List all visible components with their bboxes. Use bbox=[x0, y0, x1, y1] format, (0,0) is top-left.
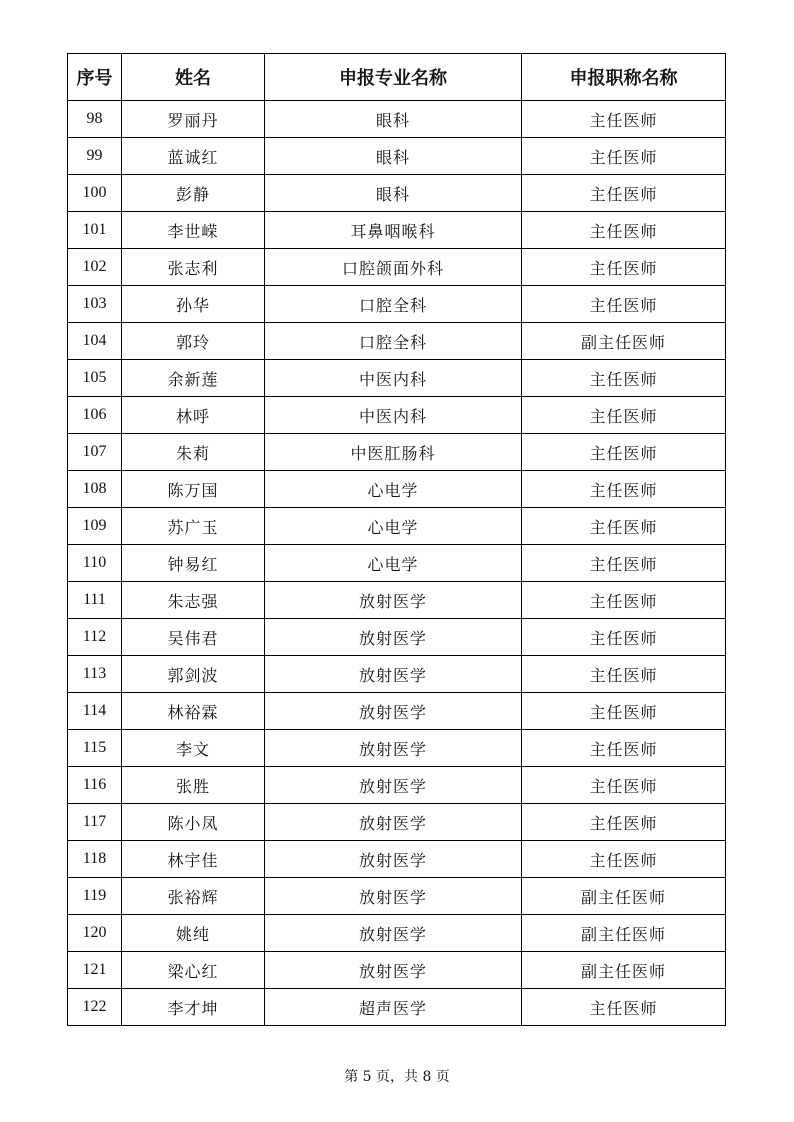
cell-index: 102 bbox=[68, 249, 122, 286]
cell-index: 107 bbox=[68, 434, 122, 471]
cell-specialty: 放射医学 bbox=[265, 619, 522, 656]
cell-title: 主任医师 bbox=[522, 693, 726, 730]
cell-index: 109 bbox=[68, 508, 122, 545]
table-row bbox=[68, 175, 726, 212]
header-specialty: 申报专业名称 bbox=[265, 54, 522, 101]
cell-title: 主任医师 bbox=[522, 508, 726, 545]
cell-name: 朱莉 bbox=[122, 434, 265, 471]
cell-name: 郭剑波 bbox=[122, 656, 265, 693]
cell-name: 李文 bbox=[122, 730, 265, 767]
cell-name: 彭静 bbox=[122, 175, 265, 212]
cell-name: 张胜 bbox=[122, 767, 265, 804]
table-row bbox=[68, 434, 726, 471]
cell-index: 118 bbox=[68, 841, 122, 878]
document-sheet bbox=[67, 53, 725, 1026]
cell-specialty: 口腔全科 bbox=[265, 286, 522, 323]
table-row bbox=[68, 952, 726, 989]
cell-name: 余新莲 bbox=[122, 360, 265, 397]
cell-index: 115 bbox=[68, 730, 122, 767]
cell-index: 98 bbox=[68, 101, 122, 138]
cell-specialty: 放射医学 bbox=[265, 693, 522, 730]
table-row bbox=[68, 767, 726, 804]
cell-index: 116 bbox=[68, 767, 122, 804]
table-row bbox=[68, 804, 726, 841]
page-footer: 第 5 页，共 8 页 bbox=[344, 1069, 450, 1085]
cell-title: 主任医师 bbox=[522, 397, 726, 434]
cell-index: 113 bbox=[68, 656, 122, 693]
cell-index: 112 bbox=[68, 619, 122, 656]
cell-title: 副主任医师 bbox=[522, 323, 726, 360]
cell-specialty: 心电学 bbox=[265, 545, 522, 582]
table-row bbox=[68, 360, 726, 397]
cell-name: 张裕辉 bbox=[122, 878, 265, 915]
table-row bbox=[68, 915, 726, 952]
cell-index: 105 bbox=[68, 360, 122, 397]
cell-title: 主任医师 bbox=[522, 286, 726, 323]
cell-index: 114 bbox=[68, 693, 122, 730]
cell-specialty: 放射医学 bbox=[265, 804, 522, 841]
cell-name: 郭玲 bbox=[122, 323, 265, 360]
cell-index: 101 bbox=[68, 212, 122, 249]
cell-specialty: 放射医学 bbox=[265, 952, 522, 989]
table-row bbox=[68, 878, 726, 915]
cell-specialty: 放射医学 bbox=[265, 656, 522, 693]
cell-title: 主任医师 bbox=[522, 101, 726, 138]
table-row bbox=[68, 249, 726, 286]
cell-name: 梁心红 bbox=[122, 952, 265, 989]
cell-index: 106 bbox=[68, 397, 122, 434]
cell-specialty: 口腔全科 bbox=[265, 323, 522, 360]
cell-specialty: 口腔颌面外科 bbox=[265, 249, 522, 286]
cell-index: 108 bbox=[68, 471, 122, 508]
cell-name: 苏广玉 bbox=[122, 508, 265, 545]
cell-title: 主任医师 bbox=[522, 249, 726, 286]
cell-title: 主任医师 bbox=[522, 212, 726, 249]
cell-index: 119 bbox=[68, 878, 122, 915]
cell-title: 主任医师 bbox=[522, 434, 726, 471]
cell-index: 99 bbox=[68, 138, 122, 175]
cell-index: 117 bbox=[68, 804, 122, 841]
cell-specialty: 心电学 bbox=[265, 471, 522, 508]
table-row bbox=[68, 693, 726, 730]
cell-index: 110 bbox=[68, 545, 122, 582]
header-title: 申报职称名称 bbox=[522, 54, 726, 101]
table-row bbox=[68, 508, 726, 545]
cell-name: 林裕霖 bbox=[122, 693, 265, 730]
cell-title: 主任医师 bbox=[522, 138, 726, 175]
table-row bbox=[68, 619, 726, 656]
table-row bbox=[68, 656, 726, 693]
cell-title: 副主任医师 bbox=[522, 878, 726, 915]
table-row bbox=[68, 138, 726, 175]
cell-title: 主任医师 bbox=[522, 471, 726, 508]
cell-name: 姚纯 bbox=[122, 915, 265, 952]
cell-title: 主任医师 bbox=[522, 804, 726, 841]
table-row bbox=[68, 101, 726, 138]
table-row bbox=[68, 841, 726, 878]
cell-specialty: 眼科 bbox=[265, 138, 522, 175]
cell-title: 主任医师 bbox=[522, 730, 726, 767]
cell-name: 蓝诚红 bbox=[122, 138, 265, 175]
cell-index: 104 bbox=[68, 323, 122, 360]
table-row bbox=[68, 286, 726, 323]
cell-specialty: 心电学 bbox=[265, 508, 522, 545]
cell-title: 主任医师 bbox=[522, 841, 726, 878]
cell-name: 林宇佳 bbox=[122, 841, 265, 878]
table-row bbox=[68, 212, 726, 249]
cell-name: 吴伟君 bbox=[122, 619, 265, 656]
cell-title: 主任医师 bbox=[522, 767, 726, 804]
header-name: 姓名 bbox=[122, 54, 265, 101]
cell-title: 主任医师 bbox=[522, 360, 726, 397]
table-row bbox=[68, 582, 726, 619]
cell-name: 罗丽丹 bbox=[122, 101, 265, 138]
header-index: 序号 bbox=[68, 54, 122, 101]
cell-specialty: 中医肛肠科 bbox=[265, 434, 522, 471]
cell-specialty: 放射医学 bbox=[265, 841, 522, 878]
table-row bbox=[68, 545, 726, 582]
cell-specialty: 中医内科 bbox=[265, 360, 522, 397]
cell-name: 林呼 bbox=[122, 397, 265, 434]
cell-index: 103 bbox=[68, 286, 122, 323]
cell-specialty: 耳鼻咽喉科 bbox=[265, 212, 522, 249]
cell-title: 主任医师 bbox=[522, 656, 726, 693]
cell-title: 主任医师 bbox=[522, 619, 726, 656]
table-row bbox=[68, 471, 726, 508]
cell-index: 121 bbox=[68, 952, 122, 989]
cell-specialty: 放射医学 bbox=[265, 878, 522, 915]
cell-specialty: 放射医学 bbox=[265, 915, 522, 952]
table-row bbox=[68, 397, 726, 434]
cell-specialty: 眼科 bbox=[265, 175, 522, 212]
cell-specialty: 超声医学 bbox=[265, 989, 522, 1026]
cell-name: 孙华 bbox=[122, 286, 265, 323]
applicant-table bbox=[67, 53, 726, 1026]
cell-title: 主任医师 bbox=[522, 582, 726, 619]
cell-specialty: 放射医学 bbox=[265, 767, 522, 804]
table-row bbox=[68, 989, 726, 1026]
cell-specialty: 放射医学 bbox=[265, 730, 522, 767]
cell-title: 主任医师 bbox=[522, 989, 726, 1026]
table-row bbox=[68, 323, 726, 360]
cell-title: 副主任医师 bbox=[522, 952, 726, 989]
cell-name: 钟易红 bbox=[122, 545, 265, 582]
table-header-row bbox=[68, 54, 726, 101]
cell-index: 111 bbox=[68, 582, 122, 619]
cell-index: 122 bbox=[68, 989, 122, 1026]
cell-name: 李世嵘 bbox=[122, 212, 265, 249]
cell-name: 陈万国 bbox=[122, 471, 265, 508]
cell-specialty: 眼科 bbox=[265, 101, 522, 138]
cell-name: 李才坤 bbox=[122, 989, 265, 1026]
cell-name: 张志利 bbox=[122, 249, 265, 286]
cell-index: 120 bbox=[68, 915, 122, 952]
table-body bbox=[68, 101, 726, 1026]
cell-specialty: 放射医学 bbox=[265, 582, 522, 619]
cell-index: 100 bbox=[68, 175, 122, 212]
cell-title: 主任医师 bbox=[522, 175, 726, 212]
cell-title: 主任医师 bbox=[522, 545, 726, 582]
cell-name: 朱志强 bbox=[122, 582, 265, 619]
cell-specialty: 中医内科 bbox=[265, 397, 522, 434]
table-row bbox=[68, 730, 726, 767]
cell-title: 副主任医师 bbox=[522, 915, 726, 952]
cell-name: 陈小凤 bbox=[122, 804, 265, 841]
